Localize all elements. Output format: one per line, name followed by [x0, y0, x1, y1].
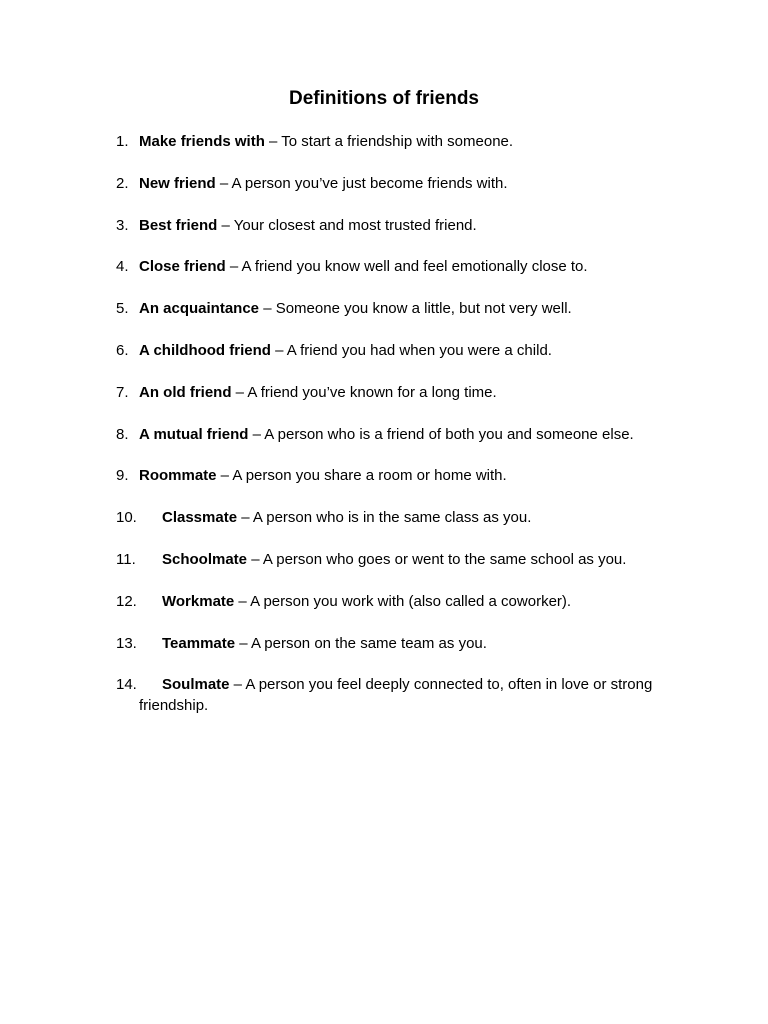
list-item — [116, 173, 676, 194]
item-definition: – Someone you know a little, but not very well. — [259, 300, 572, 318]
list-item — [116, 674, 676, 716]
item-definition: – A person on the same team as you. — [235, 634, 487, 652]
item-definition: – A friend you’ve known for a long time. — [231, 383, 497, 401]
item-term: Workmate — [162, 592, 235, 610]
item-number: 13. — [116, 634, 137, 652]
list-item — [116, 131, 676, 152]
item-number: 14. — [116, 676, 137, 694]
item-term: Make friends with — [139, 133, 265, 150]
item-definition: – A friend you had when you were a child. — [270, 341, 552, 359]
item-number: 9. — [116, 467, 129, 485]
item-term: Soulmate — [162, 676, 230, 694]
item-number: 2. — [116, 174, 129, 192]
list-item — [116, 633, 676, 654]
list-item — [116, 382, 676, 403]
item-number: 12. — [116, 592, 137, 610]
item-term: Best friend — [139, 216, 218, 234]
list-item — [116, 549, 676, 570]
list-item — [116, 298, 676, 319]
item-term: Teammate — [162, 634, 236, 652]
item-number: 8. — [116, 425, 129, 443]
item-definition: – A person you’ve just become friends with. — [215, 174, 508, 192]
list-item — [116, 591, 676, 612]
item-definition: – A person you feel deeply connected to, often in love or strong friendship. — [139, 676, 653, 715]
page-title: Definitions of friends — [289, 88, 479, 109]
item-definition: – A person who goes or went to the same school as you. — [247, 550, 627, 568]
item-number: 4. — [116, 258, 129, 276]
item-number: 10. — [116, 509, 137, 527]
item-term: Close friend — [139, 258, 226, 276]
item-term: A mutual friend — [139, 425, 249, 443]
item-number: 6. — [116, 341, 129, 359]
list-item — [116, 465, 676, 486]
item-number: 1. — [116, 133, 129, 150]
item-term: Classmate — [162, 509, 238, 527]
definitions-list — [116, 131, 676, 737]
list-item — [116, 424, 676, 445]
list-item — [116, 507, 676, 528]
item-number: 7. — [116, 383, 129, 401]
item-number: 3. — [116, 216, 129, 234]
item-term: Schoolmate — [162, 550, 248, 568]
item-definition: – A person who is a friend of both you and someone else. — [248, 425, 634, 443]
item-definition: – A person you work with (also called a coworker). — [234, 592, 572, 610]
item-definition: – To start a friendship with someone. — [264, 133, 514, 150]
item-term: Roommate — [139, 467, 217, 485]
item-term: An acquaintance — [139, 300, 260, 318]
item-definition: – A person who is in the same class as you. — [237, 509, 532, 527]
list-item — [116, 340, 676, 361]
item-term: New friend — [139, 174, 216, 192]
item-term: An old friend — [139, 383, 232, 401]
item-definition: – A person you share a room or home with. — [216, 467, 507, 485]
list-item — [116, 256, 676, 277]
item-definition: – A friend you know well and feel emotionally close to. — [225, 258, 588, 276]
item-number: 11. — [116, 550, 136, 568]
list-item — [116, 215, 676, 236]
item-definition: – Your closest and most trusted friend. — [217, 216, 477, 234]
item-number: 5. — [116, 300, 129, 318]
item-term: A childhood friend — [139, 341, 271, 359]
